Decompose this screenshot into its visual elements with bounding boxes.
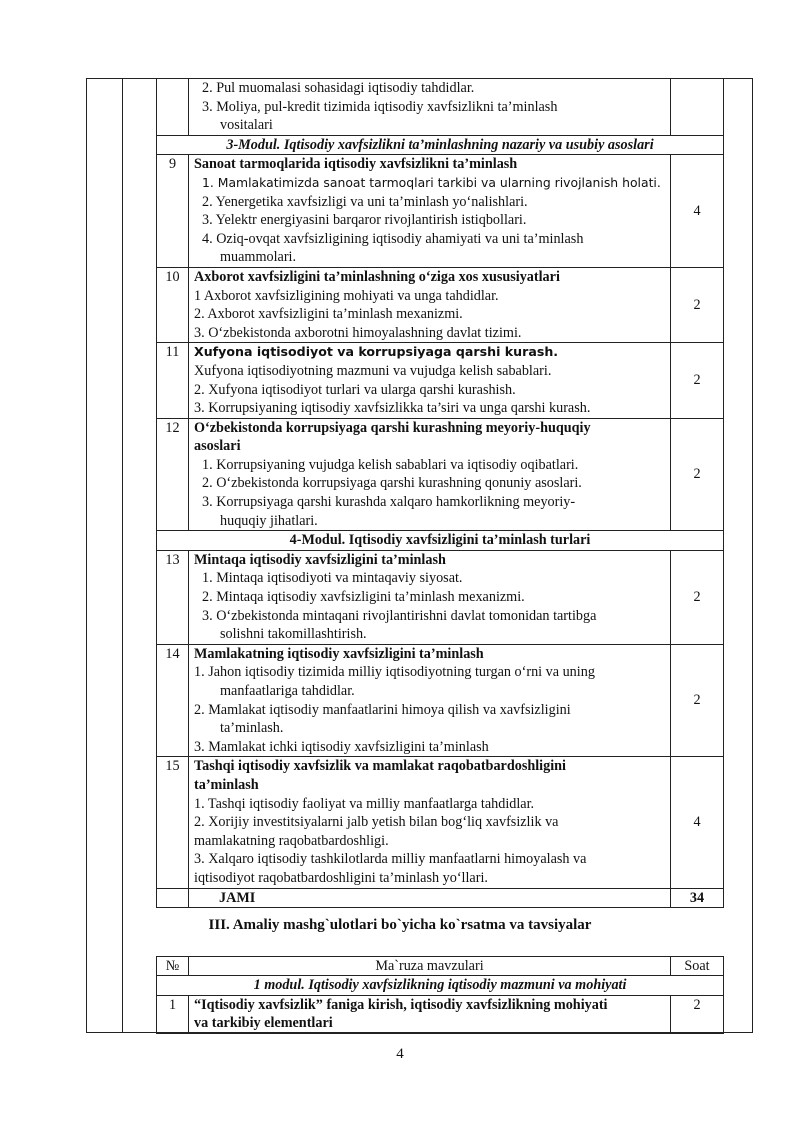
module-row [157,976,724,995]
topic-cell [189,995,671,1033]
list-item: manfaatlariga tahdidlar. [220,683,355,699]
module-1-title: 1 modul. Iqtisodiy xavfsizlikning iqtisodiy mazmuni va mohiyati [157,976,724,995]
list-item: 2. Mintaqa iqtisodiy xavfsizligini ta’minlash mexanizmi. [202,589,525,606]
list-item: 4. Oziq-ovqat xavfsizligining iqtisodiy ahamiyati va uni ta’minlash [202,230,584,247]
topic-cell [189,155,671,268]
table-row [157,79,724,136]
list-item: 1. Tashqi iqtisodiy faoliyat va milliy manfaatlarga tahdidlar. [194,795,535,812]
list-item: 2. O‘zbekistonda korrupsiyaga qarshi kurashning qonuniy asoslari. [202,475,582,492]
list-item: 3. Mamlakat ichki iqtisodiy xavfsizligini ta’minlash [194,738,489,755]
row-number: 14 [157,644,189,757]
header-row [157,957,724,976]
num-cell [157,79,189,136]
hours-value: 4 [671,757,724,888]
column-header-number: № [157,957,189,976]
table-row [157,267,724,342]
lecture-plan-table [156,78,724,908]
list-item: 3. O‘zbekistonda axborotni himoyalashning davlat tizimi. [194,324,522,341]
list-item: iqtisodiyot raqobatbardoshligini ta’minlash yo‘llari. [194,869,488,886]
topic-title-cont: va tarkibiy elementlari [194,1015,333,1032]
total-row [157,888,724,908]
total-value: 34 [671,888,724,908]
list-item: 2. Xorijiy investitsiyalarni jalb yetish bilan bog‘liq xavfsizlik va [194,814,559,831]
list-item: 3. Xalqaro iqtisodiy tashkilotlarda milliy manfaatlarni himoyalash va [194,851,587,868]
list-item: 1 Axborot xavfsizligining mohiyati va unga tahdidlar. [194,287,499,304]
module-3-title: 3-Modul. Iqtisodiy xavfsizlikni ta’minlashning nazariy va usubiy asoslari [157,135,724,155]
list-item: 3. Korrupsiyaning iqtisodiy xavfsizlikka ta’siri va unga qarshi kurash. [194,400,591,417]
topic-title-cont: ta’minlash [194,776,259,793]
topic-title: Mintaqa iqtisodiy xavfsizligini ta’minlash [194,551,446,568]
topic-title: Xufyona iqtisodiyot va korrupsiyaga qarshi kurash. [194,344,559,360]
row-number: 13 [157,550,189,644]
topic-title: Tashqi iqtisodiy xavfsizlik va mamlakat raqobatbardoshligini [194,758,566,775]
list-item: 1. Jahon iqtisodiy tizimida milliy iqtisodiyotning turgan o‘rni va uning [194,664,595,681]
topic-title: Mamlakatning iqtisodiy xavfsizligini ta’minlash [194,645,484,662]
hours-value: 2 [671,644,724,757]
module-row [157,135,724,155]
total-label: JAMI [189,888,671,908]
section-heading: III. Amaliy mashg`ulotlari bo`yicha ko`rsatma va tavsiyalar [208,917,592,933]
list-item: 2. Axborot xavfsizligini ta’minlash mexanizmi. [194,306,463,323]
hours-value: 2 [671,995,724,1033]
table-row [157,155,724,268]
list-item: 3. O‘zbekistonda mintaqani rivojlantirishni davlat tomonidan tartibga [202,607,597,624]
table-row [157,550,724,644]
table-row [157,995,724,1033]
list-item: 1. Mintaqa iqtisodiyoti va mintaqaviy siyosat. [202,570,463,587]
topic-cell [189,267,671,342]
row-number: 1 [157,995,189,1033]
list-item: 3. Moliya, pul-kredit tizimida iqtisodiy xavfsizlikni ta’minlash [202,98,558,115]
topic-title: Sanoat tarmoqlarida iqtisodiy xavfsizlikni ta’minlash [194,156,518,173]
hours-value: 2 [671,550,724,644]
list-item: Xufyona iqtisodiyotning mazmuni va vujudga kelish sabablari. [194,362,552,379]
topic-cell [189,550,671,644]
topic-cell [189,644,671,757]
hours-cell [671,79,724,136]
topic-title: Axborot xavfsizligini ta’minlashning o‘ziga xos xususiyatlari [194,268,560,285]
column-header-topics: Ma`ruza mavzulari [189,957,671,976]
topic-title-cont: asoslari [194,438,241,455]
table-row [157,757,724,888]
table-row [157,644,724,757]
hours-value: 2 [671,267,724,342]
list-item: 3. Yelektr energiyasini barqaror rivojlantirish istiqbollari. [202,212,527,229]
list-item: 3. Korrupsiyaga qarshi kurashda xalqaro hamkorlikning meyoriy- [202,494,576,511]
row-number: 15 [157,757,189,888]
hours-value: 4 [671,155,724,268]
frame-left-line [86,78,87,1033]
list-item: vositalari [220,117,273,134]
frame-inner-left-line [122,78,123,1033]
row-number: 11 [157,343,189,418]
topic-title: O‘zbekistonda korrupsiyaga qarshi kurashning meyoriy-huquqiy [194,419,591,436]
list-item: huquqiy jihatlari. [220,512,318,529]
list-item: 1. Korrupsiyaning vujudga kelish sabablari va iqtisodiy oqibatlari. [202,456,579,473]
list-item: 1. Mamlakatimizda sanoat tarmoqlari tarkibi va ularning rivojlanish holati. [202,174,661,190]
list-item: 2. Mamlakat iqtisodiy manfaatlarini himoya qilish va xavfsizligini [194,701,571,718]
hours-value: 2 [671,418,724,531]
column-header-hours: Soat [671,957,724,976]
topic-cell [189,79,671,136]
list-item: mamlakatning raqobatbardoshligi. [194,832,389,849]
row-number: 12 [157,418,189,531]
module-4-title: 4-Modul. Iqtisodiy xavfsizligini ta’minlash turlari [157,531,724,551]
list-item: ta’minlash. [220,720,284,737]
table-row [157,343,724,418]
page-number: 4 [396,1046,404,1062]
row-number: 9 [157,155,189,268]
practical-table [156,956,724,1034]
list-item: solishni takomillashtirish. [220,626,367,643]
topic-cell [189,343,671,418]
list-item: muammolari. [220,249,297,266]
table-row [157,418,724,531]
frame-right-line [752,78,753,1033]
list-item: 2. Pul muomalasi sohasidagi iqtisodiy tahdidlar. [202,80,475,96]
hours-value: 2 [671,343,724,418]
list-item: 2. Yenergetika xavfsizligi va uni ta’minlash yo‘nalishlari. [202,193,528,210]
list-item: 2. Xufyona iqtisodiyot turlari va ularga qarshi kurashish. [194,381,516,398]
topic-cell [189,418,671,531]
num-cell [157,888,189,908]
topic-cell [189,757,671,888]
module-row [157,531,724,551]
row-number: 10 [157,267,189,342]
topic-title: “Iqtisodiy xavfsizlik” faniga kirish, iqtisodiy xavfsizlikning mohiyati [194,996,608,1013]
